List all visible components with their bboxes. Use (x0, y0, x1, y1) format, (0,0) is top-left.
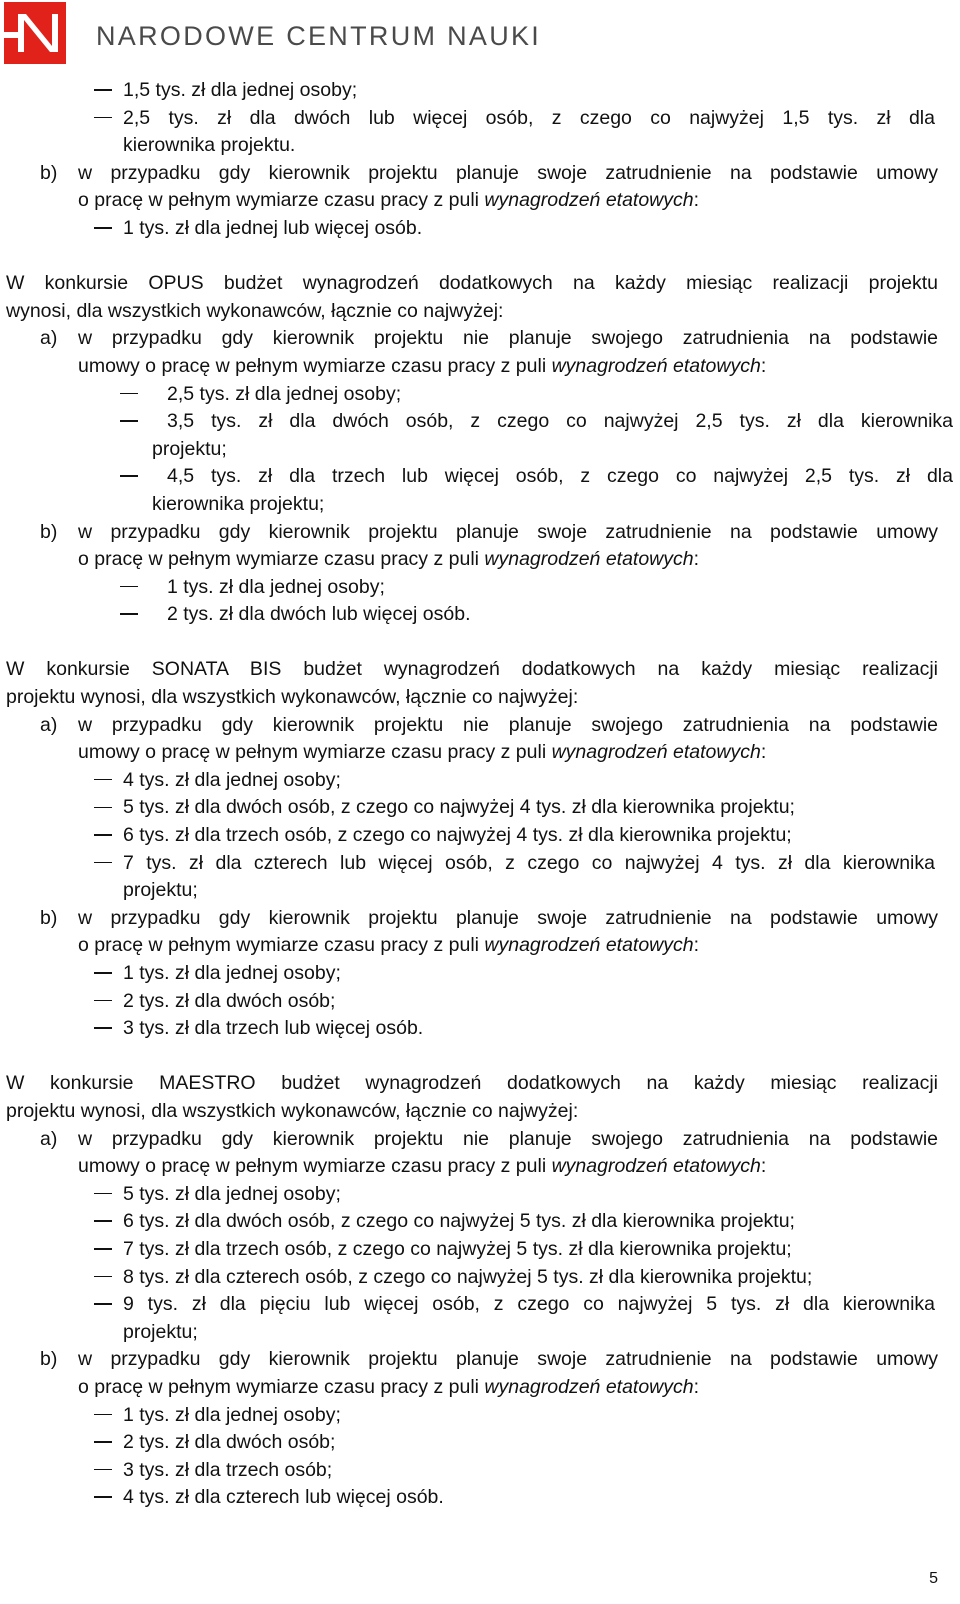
paragraph-opus-continuation: wynosi, dla wszystkich wykonawców, łącznie co najwyżej: (6, 299, 504, 322)
list-item: 1 tys. zł dla jednej lub więcej osób. (6, 215, 958, 243)
list-section-b: b) w przypadku gdy kierownik projektu planuje swoje zatrudnienie na podstawie umowy (40, 161, 938, 184)
list-item-continuation: kierownika projektu. (123, 134, 296, 157)
list-item: 4,5 tys. zł dla trzech lub więcej osób, z czego co najwyżej 2,5 tys. zł dla (6, 463, 958, 491)
document-body (6, 77, 958, 1512)
dash-bullet (94, 1276, 112, 1278)
dash-bullet (94, 1027, 112, 1029)
list-section-b-continuation: o pracę w pełnym wymiarze czasu pracy z puli wynagrodzeń etatowych: (78, 934, 700, 957)
dash-bullet (94, 779, 112, 781)
list-item: 2,5 tys. zł dla jednej osoby; (6, 381, 958, 409)
dash-bullet (94, 1248, 112, 1250)
paragraph-sonata-bis-continuation: projektu wynosi, dla wszystkich wykonawców, łącznie co najwyżej: (6, 686, 579, 709)
dash-bullet (94, 1469, 112, 1471)
list-section-b-continuation: o pracę w pełnym wymiarze czasu pracy z puli wynagrodzeń etatowych: (78, 189, 700, 212)
list-item-continuation: kierownika projektu; (152, 492, 325, 515)
list-item-continuation: projektu; (152, 437, 227, 460)
dash-bullet (94, 227, 112, 229)
dash-bullet (120, 420, 138, 422)
dash-bullet (94, 972, 112, 974)
list-section-a: a) w przypadku gdy kierownik projektu nie planuje swojego zatrudnienia na podstawie (40, 327, 938, 350)
dash-bullet (120, 586, 138, 588)
list-item: 4 tys. zł dla jednej osoby; (6, 767, 958, 795)
list-item: 1,5 tys. zł dla jednej osoby; (6, 77, 958, 105)
dash-bullet (94, 1220, 112, 1222)
dash-bullet (94, 1193, 112, 1195)
list-item: 1 tys. zł dla jednej osoby; (6, 960, 958, 988)
list-item: 6 tys. zł dla dwóch osób, z czego co najwyżej 5 tys. zł dla kierownika projektu; (6, 1208, 958, 1236)
list-item: 9 tys. zł dla pięciu lub więcej osób, z czego co najwyżej 5 tys. zł dla kierownika (6, 1291, 958, 1319)
list-item: 7 tys. zł dla czterech lub więcej osób, z czego co najwyżej 4 tys. zł dla kierownika (6, 850, 958, 878)
dash-bullet (120, 393, 138, 395)
page-header (4, 2, 704, 66)
list-item: 2 tys. zł dla dwóch lub więcej osób. (6, 601, 958, 629)
list-item-continuation: projektu; (123, 879, 198, 902)
dash-bullet (94, 1441, 112, 1443)
list-section-a-continuation: umowy o pracę w pełnym wymiarze czasu pracy z puli wynagrodzeń etatowych: (78, 354, 767, 377)
list-section-b: b) w przypadku gdy kierownik projektu planuje swoje zatrudnienie na podstawie umowy (40, 906, 938, 929)
list-item: 6 tys. zł dla trzech osób, z czego co najwyżej 4 tys. zł dla kierownika projektu; (6, 822, 958, 850)
list-section-b-continuation: o pracę w pełnym wymiarze czasu pracy z puli wynagrodzeń etatowych: (78, 548, 700, 571)
list-section-b-continuation: o pracę w pełnym wymiarze czasu pracy z puli wynagrodzeń etatowych: (78, 1375, 700, 1398)
list-item: 5 tys. zł dla jednej osoby; (6, 1181, 958, 1209)
list-section-b: b) w przypadku gdy kierownik projektu planuje swoje zatrudnienie na podstawie umowy (40, 1348, 938, 1371)
list-item: 1 tys. zł dla jednej osoby; (6, 574, 958, 602)
list-section-a: a) w przypadku gdy kierownik projektu nie planuje swojego zatrudnienia na podstawie (40, 1127, 938, 1150)
dash-bullet (94, 89, 112, 91)
list-item: 5 tys. zł dla dwóch osób, z czego co najwyżej 4 tys. zł dla kierownika projektu; (6, 794, 958, 822)
paragraph-opus: W konkursie OPUS budżet wynagrodzeń dodatkowych na każdy miesiąc realizacji projektu (6, 272, 938, 295)
dash-bullet (94, 1303, 112, 1305)
dash-bullet (94, 1414, 112, 1416)
list-item: 3 tys. zł dla trzech osób; (6, 1457, 958, 1485)
dash-bullet (94, 1496, 112, 1498)
dash-bullet (94, 807, 112, 809)
list-item: 4 tys. zł dla czterech lub więcej osób. (6, 1484, 958, 1512)
organization-name: NARODOWE CENTRUM NAUKI (96, 21, 542, 51)
list-section-a-continuation: umowy o pracę w pełnym wymiarze czasu pracy z puli wynagrodzeń etatowych: (78, 1155, 767, 1178)
list-item: 2 tys. zł dla dwóch osób; (6, 988, 958, 1016)
ncn-logo-icon (4, 2, 66, 64)
list-item: 2 tys. zł dla dwóch osób; (6, 1429, 958, 1457)
dash-bullet (120, 475, 138, 477)
dash-bullet (94, 117, 112, 119)
list-item: 1 tys. zł dla jednej osoby; (6, 1402, 958, 1430)
list-section-b: b) w przypadku gdy kierownik projektu planuje swoje zatrudnienie na podstawie umowy (40, 520, 938, 543)
list-item: 3 tys. zł dla trzech lub więcej osób. (6, 1015, 958, 1043)
paragraph-sonata-bis: W konkursie SONATA BIS budżet wynagrodzeń dodatkowych na każdy miesiąc realizacji (6, 658, 938, 681)
page-number: 5 (929, 1570, 938, 1587)
dash-bullet (94, 1000, 112, 1002)
dash-bullet (120, 613, 138, 615)
list-item: 3,5 tys. zł dla dwóch osób, z czego co najwyżej 2,5 tys. zł dla kierownika (6, 408, 958, 436)
paragraph-maestro-continuation: projektu wynosi, dla wszystkich wykonawców, łącznie co najwyżej: (6, 1099, 579, 1122)
dash-bullet (94, 834, 112, 836)
list-item-continuation: projektu; (123, 1320, 198, 1343)
list-item: 7 tys. zł dla trzech osób, z czego co najwyżej 5 tys. zł dla kierownika projektu; (6, 1236, 958, 1264)
list-section-a: a) w przypadku gdy kierownik projektu nie planuje swojego zatrudnienia na podstawie (40, 713, 938, 736)
dash-bullet (94, 862, 112, 864)
paragraph-maestro: W konkursie MAESTRO budżet wynagrodzeń dodatkowych na każdy miesiąc realizacji (6, 1072, 938, 1095)
list-item: 2,5 tys. zł dla dwóch lub więcej osób, z czego co najwyżej 1,5 tys. zł dla (6, 105, 958, 133)
list-item: 8 tys. zł dla czterech osób, z czego co najwyżej 5 tys. zł dla kierownika projektu; (6, 1264, 958, 1292)
list-section-a-continuation: umowy o pracę w pełnym wymiarze czasu pracy z puli wynagrodzeń etatowych: (78, 741, 767, 764)
